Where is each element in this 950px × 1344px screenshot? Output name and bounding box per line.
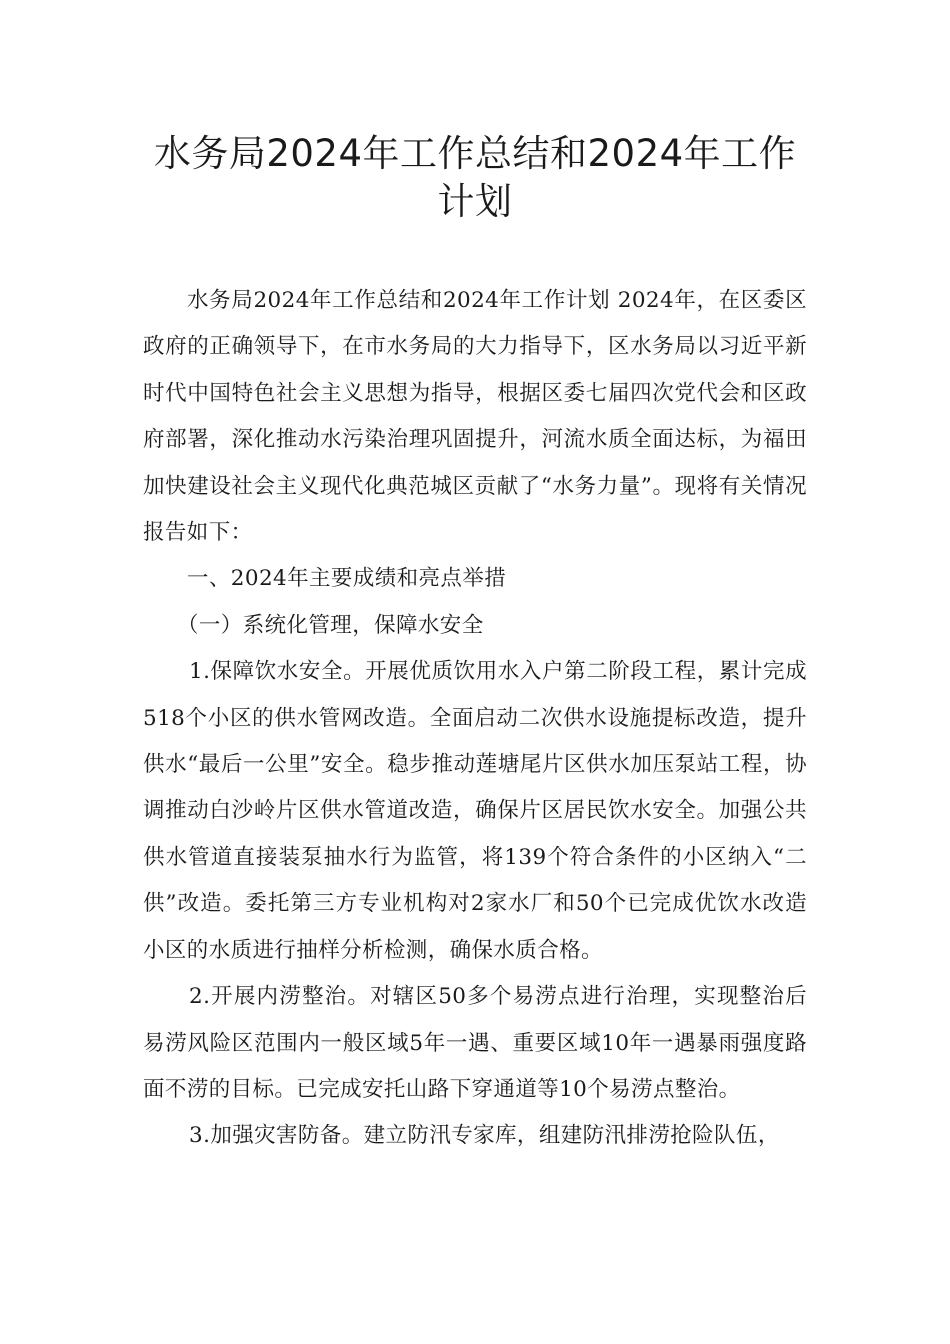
intro-paragraph: 水务局2024年工作总结和2024年工作计划 2024年，在区委区政府的正确领导下，在市水务局的大力指导下，区水务局以习近平新时代中国特色社会主义思想为指导，根据区委七届四次党代会和区政府部署，深化推动水污染治理巩固提升，河流水质全面达标，为福田加快建设社会主义现代化典范城区贡献了“水务力量”。现将有关情况报告如下： [143, 288, 807, 546]
subsection-heading-1: （一）系统化管理，保障水安全 [177, 612, 484, 638]
item-paragraph-3: 3.加强灾害防备。建立防汛专家库，组建防汛排涝抢险队伍， [189, 1123, 780, 1149]
document-title-line-2: 计划 [437, 180, 513, 223]
document-title-line-1: 水务局2024年工作总结和2024年工作 [153, 132, 797, 175]
section-heading-1: 一、2024年主要成绩和亮点举措 [187, 566, 507, 592]
item-paragraph-2: 2.开展内涝整治。对辖区50多个易涝点进行治理，实现整治后易涝风险区范围内一般区域5年一遇、重要区域10年一遇暴雨强度路面不涝的目标。已完成安托山路下穿通道等10个易涝点整治。 [143, 984, 807, 1102]
item-paragraph-1: 1.保障饮水安全。开展优质饮用水入户第二阶段工程，累计完成518个小区的供水管网改造。全面启动二次供水设施提标改造，提升供水“最后一公里”安全。稳步推动莲塘尾片区供水加压泵站工程，协调推动白沙岭片区供水管道改造，确保片区居民饮水安全。加强公共供水管道直接装泵抽水行为监管，将139个符合条件的小区纳入“二供”改造。委托第三方专业机构对2家水厂和50个已完成优饮水改造小区的水质进行抽样分析检测，确保水质合格。 [143, 659, 807, 963]
document-body [143, 278, 807, 1160]
